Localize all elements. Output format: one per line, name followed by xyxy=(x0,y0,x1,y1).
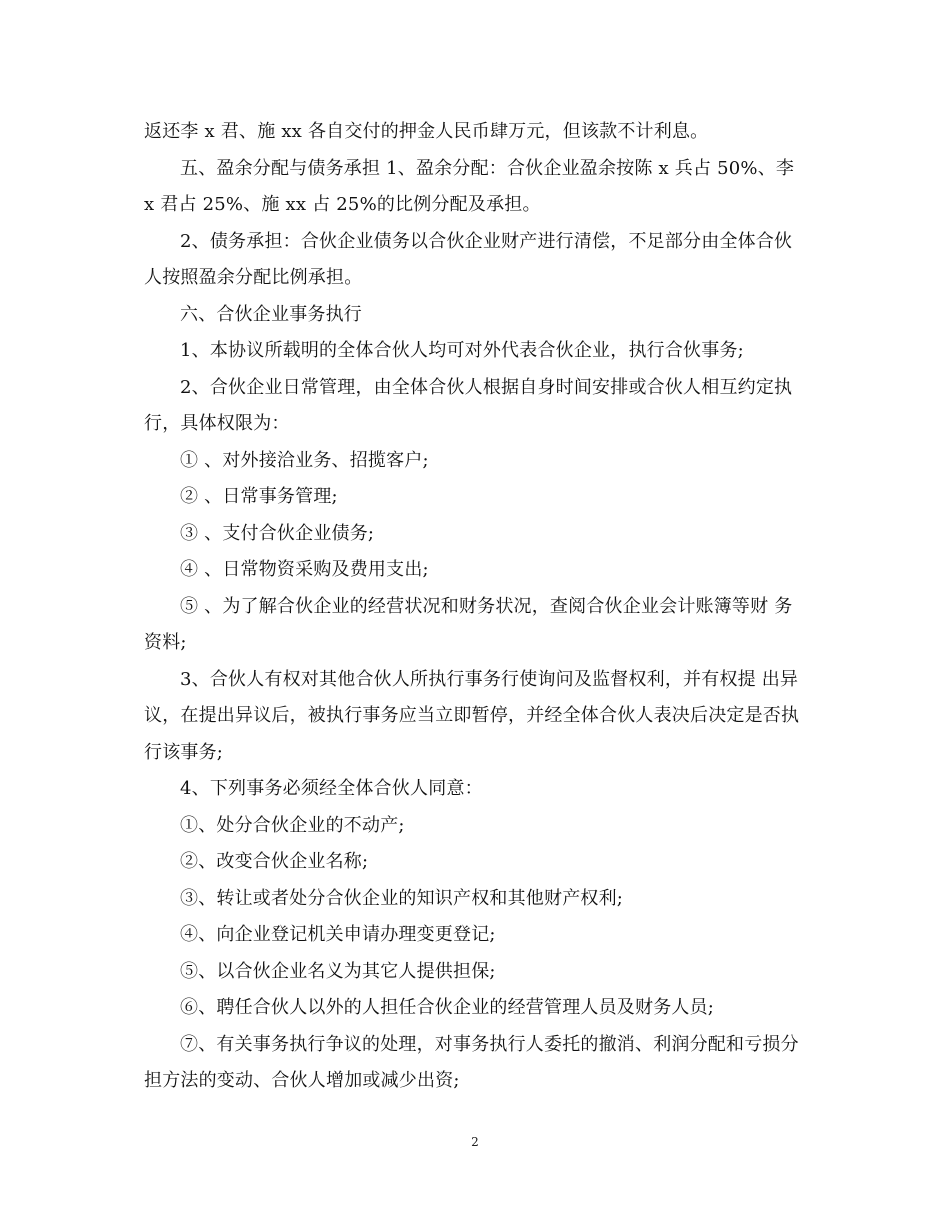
paragraph-4: 1、本协议所载明的全体合伙人均可对外代表合伙企业，执行合伙事务; xyxy=(180,340,744,361)
list-item-1: ① 、对外接洽业务、招揽客户; xyxy=(180,449,429,471)
list-item-2: ② 、日常事务管理; xyxy=(180,486,338,507)
list-item-3: ③ 、支付合伙企业债务; xyxy=(180,522,375,544)
consent-item-3: ③、转让或者处分合伙企业的知识产权和其他财产权利; xyxy=(180,887,624,909)
consent-item-2: ②、改变合伙企业名称; xyxy=(180,851,369,872)
list-item-5: ⑤ 、为了解合伙企业的经营状况和财务状况，查阅合伙企业会计账簿等财 务资料; xyxy=(144,595,793,653)
paragraph-12: 4、下列事务必须经全体合伙人同意： xyxy=(180,778,483,799)
consent-item-7: ⑦、有关事务执行争议的处理，对事务执行人委托的撤消、利润分配和亏损分担方法的变动、合伙人增加或减少出资; xyxy=(144,1033,799,1091)
page-number: 2 xyxy=(471,1135,479,1149)
section-heading-6: 六、合伙企业事务执行 xyxy=(180,303,362,325)
consent-item-6: ⑥、聘任合伙人以外的人担任合伙企业的经营管理人员及财务人员; xyxy=(180,997,715,1018)
paragraph-5: 2、合伙企业日常管理，由全体合伙人根据自身时间安排或合伙人相互约定执行，具体权限为： xyxy=(144,376,793,434)
consent-item-5: ⑤、以合伙企业名义为其它人提供担保; xyxy=(180,960,496,982)
consent-item-1: ①、处分合伙企业的不动产; xyxy=(180,814,405,836)
paragraph-0: 返还李 x 君、施 xx 各自交付的押金人民币肆万元，但该款不计利息。 xyxy=(144,121,709,142)
paragraph-2: 2、债务承担：合伙企业债务以合伙企业财产进行清偿，不足部分由全体合伙人按照盈余分配比例承担。 xyxy=(144,230,793,288)
paragraph-11: 3、合伙人有权对其他合伙人所执行事务行使询问及监督权利，并有权提 出异议，在提出异议后，被执行事务应当立即暂停，并经全体合伙人表决后决定是否执行该事务; xyxy=(144,668,800,763)
paragraph-1: 五、盈余分配与债务承担 1、盈余分配：合伙企业盈余按陈 x 兵占 50%、李 x 君占 25%、施 xx 占 25%的比例分配及承担。 xyxy=(144,157,801,215)
document-body xyxy=(144,114,808,1100)
consent-item-4: ④、向企业登记机关申请办理变更登记; xyxy=(180,924,496,945)
list-item-4: ④ 、日常物资采购及费用支出; xyxy=(180,559,429,580)
